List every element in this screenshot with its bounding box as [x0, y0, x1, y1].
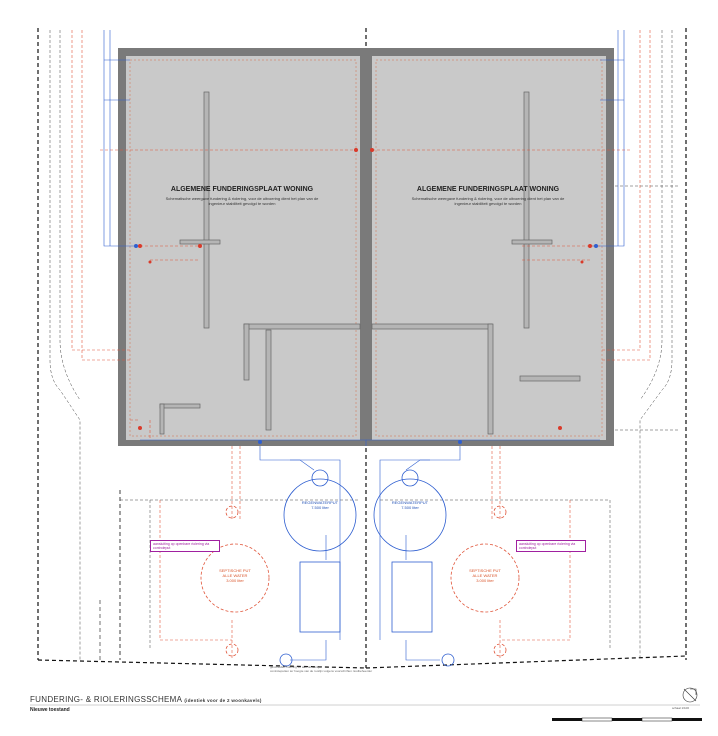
septic-name: SEPTISCHE PUT	[469, 568, 501, 573]
footer-note-2: controleputten ter hoogte van de rooilijn volgens voorschriften rioolbeheerder	[270, 669, 373, 673]
tank-name: REGENWATERPUT	[391, 500, 429, 505]
drawing-title-note: (identiek voor de 2 woonkavels)	[184, 698, 262, 703]
slab-left	[118, 48, 366, 446]
slab-right-title: ALGEMENE FUNDERINGSPLAAT WONING	[416, 186, 560, 193]
rainwater-tank-left-label	[295, 500, 345, 510]
septic-type: ALLE WATER	[222, 573, 248, 578]
rainwater-tank-right-label	[385, 500, 435, 510]
drawing-title	[30, 695, 262, 704]
scale-bar	[552, 718, 702, 721]
tank-volume: 7.500 liter	[401, 505, 419, 510]
septic-volume: 3.000 liter	[226, 578, 244, 583]
footer-notes	[270, 665, 490, 673]
connection-note-right: aansluiting op openbare riolering via controleput	[516, 540, 586, 552]
septic-left-label	[215, 568, 255, 583]
north-arrow-icon	[683, 688, 697, 702]
slab-left-subtitle: Schematische weergave fundering & riolering, voor de uitvoering dient het plan van de ingenieur stabiliteit gevolgd te worden	[165, 196, 319, 206]
slab-left-title: ALGEMENE FUNDERINGSPLAAT WONING	[170, 186, 314, 193]
septic-type: ALLE WATER	[472, 573, 498, 578]
scale-label: schaal 1/100	[672, 706, 690, 710]
slab-right-subtitle: Schematische weergave fundering & riolering, voor de uitvoering dient het plan van de ingenieur stabiliteit gevolgd te worden	[411, 196, 565, 206]
tank-volume: 7.500 liter	[311, 505, 329, 510]
footer-note-1: gescheiden riolering tot aan de rooilijn	[270, 665, 321, 669]
tank-name: REGENWATERPUT	[301, 500, 339, 505]
septic-name: SEPTISCHE PUT	[219, 568, 251, 573]
drawing-title-text: FUNDERING- & RIOLERINGSSCHEMA	[30, 695, 182, 704]
connection-note-left: aansluiting op openbare riolering via controleput	[150, 540, 220, 552]
septic-volume: 3.000 liter	[476, 578, 494, 583]
septic-right-label	[465, 568, 505, 583]
drawing-subtitle: Nieuwe toestand	[30, 707, 70, 713]
